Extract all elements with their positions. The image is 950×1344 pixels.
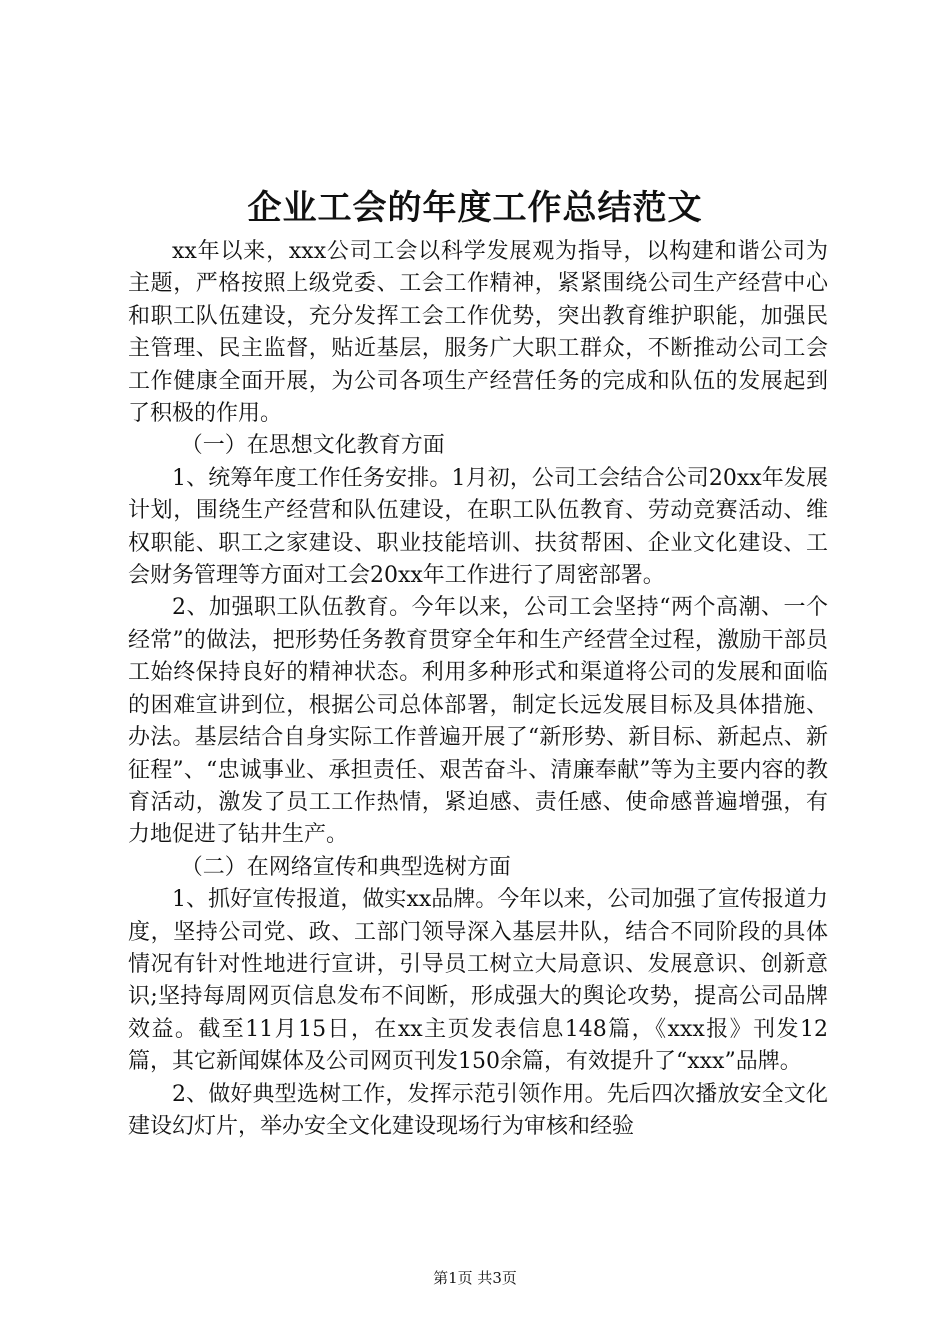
intro-paragraph: xx年以来，xxx公司工会以科学发展观为指导，以构建和谐公司为主题，严格按照上级党委、工会工作精神，紧紧围绕公司生产经营中心和职工队伍建设，充分发挥工会工作优势，突出教育维护职能，加强民主管理、民主监督，贴近基层，服务广大职工群众，不断推动公司工会工作健康全面开展，为公司各项生产经营任务的完成和队伍的发展起到了积极的作用。 [128, 239, 828, 427]
document-body [128, 236, 828, 1143]
paragraph-1-2: 2、加强职工队伍教育。今年以来，公司工会坚持“两个高潮、一个经常”的做法，把形势任务教育贯穿全年和生产经营全过程，激励干部员工始终保持良好的精神状态。利用多种形式和渠道将公司的发展和面临的困难宣讲到位，根据公司总体部署，制定长远发展目标及具体措施、办法。基层结合自身实际工作普遍开展了“新形势、新目标、新起点、新征程”、“忠诚事业、承担责任、艰苦奋斗、清廉奉献”等为主要内容的教育活动，激发了员工工作热情，紧迫感、责任感、使命感普遍增强，有力地促进了钻井生产。 [128, 595, 828, 848]
paragraph-2-2: 2、做好典型选树工作，发挥示范引领作用。先后四次播放安全文化建设幻灯片，举办安全文化建设现场行为审核和经验 [128, 1081, 828, 1139]
section-heading-1: （一）在思想文化教育方面 [180, 433, 445, 459]
page-footer: 第1页 共3页 [433, 1269, 517, 1287]
paragraph-1-1: 1、统筹年度工作任务安排。1月初，公司工会结合公司20xx年发展计划，围绕生产经营和队伍建设，在职工队伍教育、劳动竞赛活动、维权职能、职工之家建设、职业技能培训、扶贫帮困、企业文化建设、工会财务管理等方面对工会20xx年工作进行了周密部署。 [128, 465, 828, 589]
document-title: 企业工会的年度工作总结范文 [247, 188, 703, 228]
section-heading-2: （二）在网络宣传和典型选树方面 [180, 854, 511, 880]
paragraph-2-1: 1、抓好宣传报道，做实xx品牌。今年以来，公司加强了宣传报道力度，坚持公司党、政、工部门领导深入基层井队，结合不同阶段的具体情况有针对性地进行宣讲，引导员工树立大局意识、发展意识、创新意识;坚持每周网页信息发布不间断，形成强大的舆论攻势，提高公司品牌效益。截至11月15日，在xx主页发表信息148篇，《xxx报》刊发12篇，其它新闻媒体及公司网页刊发150余篇，有效提升了“xxx”品牌。 [128, 887, 828, 1075]
